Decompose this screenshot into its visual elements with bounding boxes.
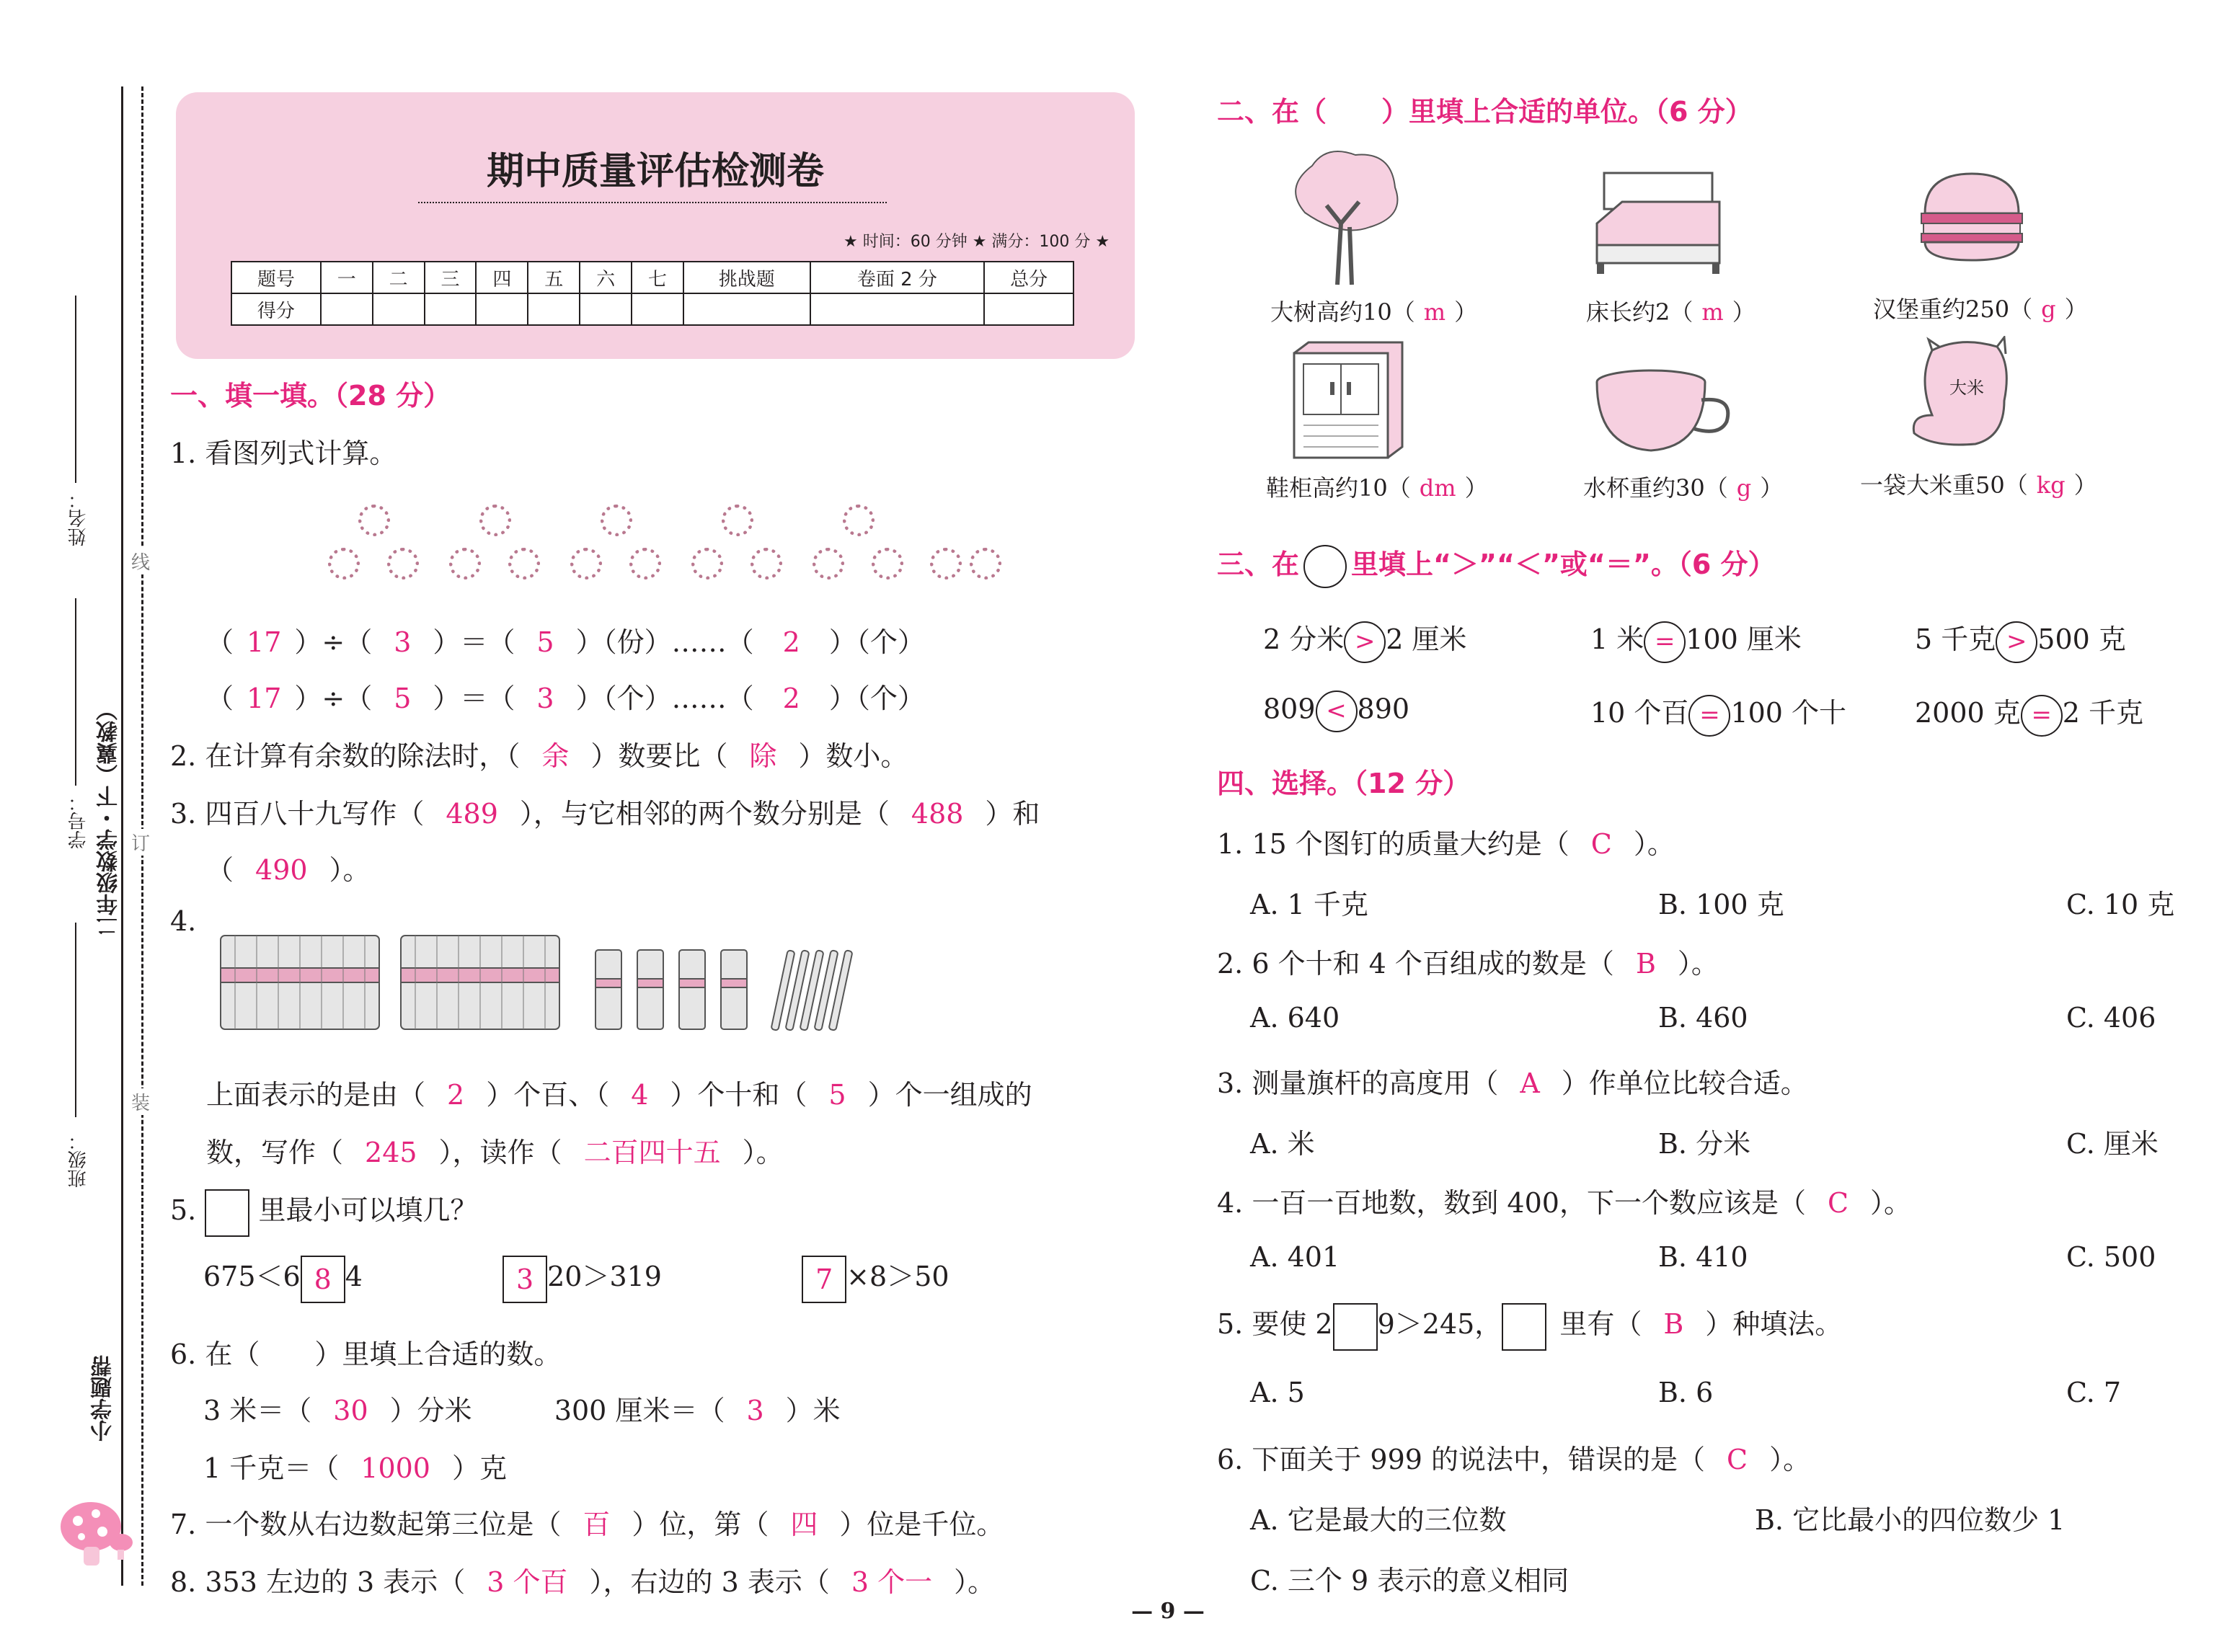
name-label: 姓名： — [68, 490, 89, 546]
answer-box[interactable]: 7 — [802, 1256, 846, 1303]
bed-icon — [1593, 166, 1723, 277]
score-cell: 四 — [476, 262, 528, 293]
q8-line: 8. 353 左边的 3 表示（ 3 个百 ），右边的 3 表示（ 3 个一 ）。 — [170, 1566, 996, 1598]
score-input[interactable] — [476, 293, 528, 325]
score-cell: 挑战题 — [683, 262, 810, 293]
compare-circle[interactable]: = — [2021, 695, 2063, 737]
score-input[interactable] — [580, 293, 632, 325]
q4-label: 4. — [170, 905, 197, 937]
score-input[interactable] — [528, 293, 580, 325]
q4-line-1: 上面表示的是由（ 2 ）个百、（ 4 ）个十和（ 5 ）个一组成的 — [206, 1079, 1032, 1111]
unit-item-bed: 床长约2（ m ） — [1586, 298, 1756, 326]
choice-q5-opt-c[interactable]: C. 7 — [2066, 1377, 2122, 1408]
compare-circle[interactable]: > — [1996, 621, 2037, 663]
tree-icon — [1283, 144, 1406, 291]
choice-q6-opt-c[interactable]: C. 三个 9 表示的意义相同 — [1250, 1565, 1569, 1597]
circle-icon — [1303, 545, 1347, 588]
section-2-title: 二、在（ ）里填上合适的单位。（6 分） — [1217, 96, 1753, 128]
q6-label: 6. 在（ ）里填上合适的数。 — [170, 1338, 562, 1370]
score-input[interactable] — [632, 293, 683, 325]
title-underline — [418, 202, 887, 203]
class-label: 班级： — [68, 1132, 89, 1188]
cut-mark-ding: 订 — [131, 829, 150, 856]
q6-line-2: 1 千克＝（ 1000 ）克 — [203, 1452, 507, 1484]
choice-q2-opt-c[interactable]: C. 406 — [2066, 1002, 2156, 1034]
page-number: — 9 — — [1131, 1599, 1205, 1624]
score-cell: 一 — [321, 262, 373, 293]
unit-item-hamburger: 汉堡重约250（ g ） — [1873, 296, 2088, 323]
choice-q4-opt-c[interactable]: C. 500 — [2066, 1241, 2156, 1273]
choice-q3: 3. 测量旗杆的高度用（ A ）作单位比较合适。 — [1217, 1067, 1808, 1099]
answer-box[interactable]: 8 — [301, 1256, 345, 1303]
score-cell: 三 — [425, 262, 477, 293]
answer-box[interactable]: 3 — [502, 1256, 547, 1303]
compare-circle[interactable]: = — [1644, 621, 1686, 663]
compare-item-3: 5 千克 > 500 克 — [1915, 617, 2126, 663]
compare-circle[interactable]: = — [1688, 695, 1730, 737]
unit-item-cup: 水杯重约30（ g ） — [1583, 474, 1784, 502]
compare-item-4: 809 < 890 — [1263, 690, 1409, 732]
cut-mark-zhuang: 装 — [131, 1088, 150, 1115]
compare-item-5: 10 个百 = 100 个十 — [1590, 690, 1846, 737]
choice-q6-opt-b[interactable]: B. 它比最小的四位数少 1 — [1755, 1504, 2066, 1536]
blank-box-icon — [1333, 1303, 1378, 1351]
choice-q1-opt-c[interactable]: C. 10 克 — [2066, 889, 2175, 920]
choice-q6-opt-a[interactable]: A. 它是最大的三位数 — [1250, 1504, 1507, 1536]
stick-bundles-illustration — [213, 914, 862, 1039]
choice-q2-opt-a[interactable]: A. 640 — [1250, 1002, 1340, 1034]
score-input[interactable] — [321, 293, 373, 325]
rice-bag-label: 大米 — [1949, 378, 1984, 398]
q3-line-2: （ 490 ）。 — [206, 854, 371, 886]
hamburger-icon — [1918, 170, 2026, 267]
unit-item-rice: 一袋大米重50（ kg ） — [1860, 471, 2097, 499]
q1-equation-2: （ 17 ）÷（ 5 ）＝（ 3 ）（个）……（ 2 ）（个） — [206, 683, 925, 714]
score-cell: 六 — [580, 262, 632, 293]
cut-mark-xian: 线 — [131, 548, 150, 574]
choice-q5-opt-a[interactable]: A. 5 — [1250, 1377, 1305, 1408]
choice-q5: 5. 要使 2 9＞245， 里有（ B ）种填法。 — [1217, 1302, 1842, 1351]
score-input[interactable] — [984, 293, 1073, 325]
score-input[interactable] — [373, 293, 425, 325]
q5-expressions: 675＜6 8 4 3 20＞319 7 ×8＞50 — [203, 1254, 949, 1303]
choice-q4-opt-b[interactable]: B. 410 — [1658, 1241, 1748, 1273]
q6-line-1: 3 米＝（ 30 ）分米 300 厘米＝（ 3 ）米 — [203, 1395, 841, 1426]
score-table-header-row — [231, 262, 1073, 293]
choice-q4-opt-a[interactable]: A. 401 — [1250, 1241, 1340, 1273]
shoe-cabinet-icon — [1290, 339, 1406, 464]
student-no-blank[interactable] — [75, 598, 76, 786]
mushroom-logo — [56, 1492, 136, 1574]
blank-box-icon — [1502, 1303, 1546, 1351]
choice-q4: 4. 一百一百地数，数到 400，下一个数应该是（ C ）。 — [1217, 1187, 1912, 1219]
choice-q1-opt-a[interactable]: A. 1 千克 — [1250, 889, 1368, 920]
unit-item-shoe-cabinet: 鞋柜高约10（ dm ） — [1266, 474, 1488, 502]
compare-item-1: 2 分米 > 2 厘米 — [1263, 617, 1467, 663]
exam-meta: ★ 时间：60 分钟 ★ 满分：100 分 ★ — [844, 233, 1110, 251]
section-3-title: 三、在 里填上“＞”“＜”或“＝”。（6 分） — [1217, 542, 1776, 588]
choice-q3-opt-c[interactable]: C. 厘米 — [2066, 1128, 2159, 1160]
score-cell: 卷面 2 分 — [810, 262, 985, 293]
book-label: 二年级数学・下（冀教） — [97, 699, 122, 937]
compare-item-2: 1 米 = 100 厘米 — [1590, 617, 1802, 663]
score-cell: 五 — [528, 262, 580, 293]
score-input[interactable] — [683, 293, 810, 325]
score-row-label: 得分 — [231, 293, 321, 325]
q4-line-2: 数，写作（ 245 ），读作（ 二百四十五 ）。 — [206, 1137, 784, 1168]
choice-q2: 2. 6 个十和 4 个百组成的数是（ B ）。 — [1217, 948, 1719, 980]
choice-q2-opt-b[interactable]: B. 460 — [1658, 1002, 1748, 1034]
q5-label: 5. 里最小可以填几？ — [170, 1188, 477, 1237]
score-table-score-row — [231, 293, 1073, 325]
q7-line: 7. 一个数从右边数起第三位是（ 百 ）位，第（ 四 ）位是千位。 — [170, 1509, 1004, 1540]
student-no-label: 学号： — [68, 793, 89, 849]
score-cell: 二 — [373, 262, 425, 293]
q3-line: 3. 四百八十九写作（ 489 ），与它相邻的两个数分别是（ 488 ）和 — [170, 798, 1040, 830]
score-table — [231, 261, 1074, 326]
brand-label: 小学题帮 — [91, 1355, 116, 1442]
score-cell: 题号 — [231, 262, 321, 293]
q2-line: 2. 在计算有余数的除法时，（ 余 ）数要比（ 除 ）数小。 — [170, 740, 908, 772]
cup-icon — [1593, 368, 1737, 457]
q1-equation-1: （ 17 ）÷（ 3 ）＝（ 5 ）（份）……（ 2 ）（个） — [206, 626, 925, 658]
blank-box-icon — [205, 1189, 249, 1237]
choice-q3-opt-b[interactable]: B. 分米 — [1658, 1128, 1751, 1160]
compare-circle[interactable]: < — [1316, 690, 1358, 732]
q1-label: 1. 看图列式计算。 — [170, 438, 397, 469]
section-4-title: 四、选择。（12 分） — [1217, 768, 1471, 799]
choice-q6: 6. 下面关于 999 的说法中，错误的是（ C ）。 — [1217, 1444, 1811, 1475]
page-title: 期中质量评估检测卷 — [486, 150, 824, 193]
score-input[interactable] — [425, 293, 477, 325]
choice-q5-opt-b[interactable]: B. 6 — [1658, 1377, 1714, 1408]
name-blank[interactable] — [75, 296, 76, 483]
score-cell: 总分 — [984, 262, 1073, 293]
section-1-title: 一、填一填。（28 分） — [170, 380, 451, 412]
choice-q1-opt-b[interactable]: B. 100 克 — [1658, 889, 1784, 920]
choice-q1: 1. 15 个图钉的质量大约是（ C ）。 — [1217, 828, 1675, 860]
compare-item-6: 2000 克 = 2 千克 — [1915, 690, 2143, 737]
unit-item-tree: 大树高约10（ m ） — [1270, 298, 1478, 326]
score-input[interactable] — [810, 293, 985, 325]
class-blank[interactable] — [75, 923, 76, 1117]
choice-q3-opt-a[interactable]: A. 米 — [1250, 1128, 1315, 1160]
score-cell: 七 — [632, 262, 683, 293]
compare-circle[interactable]: > — [1344, 621, 1386, 663]
